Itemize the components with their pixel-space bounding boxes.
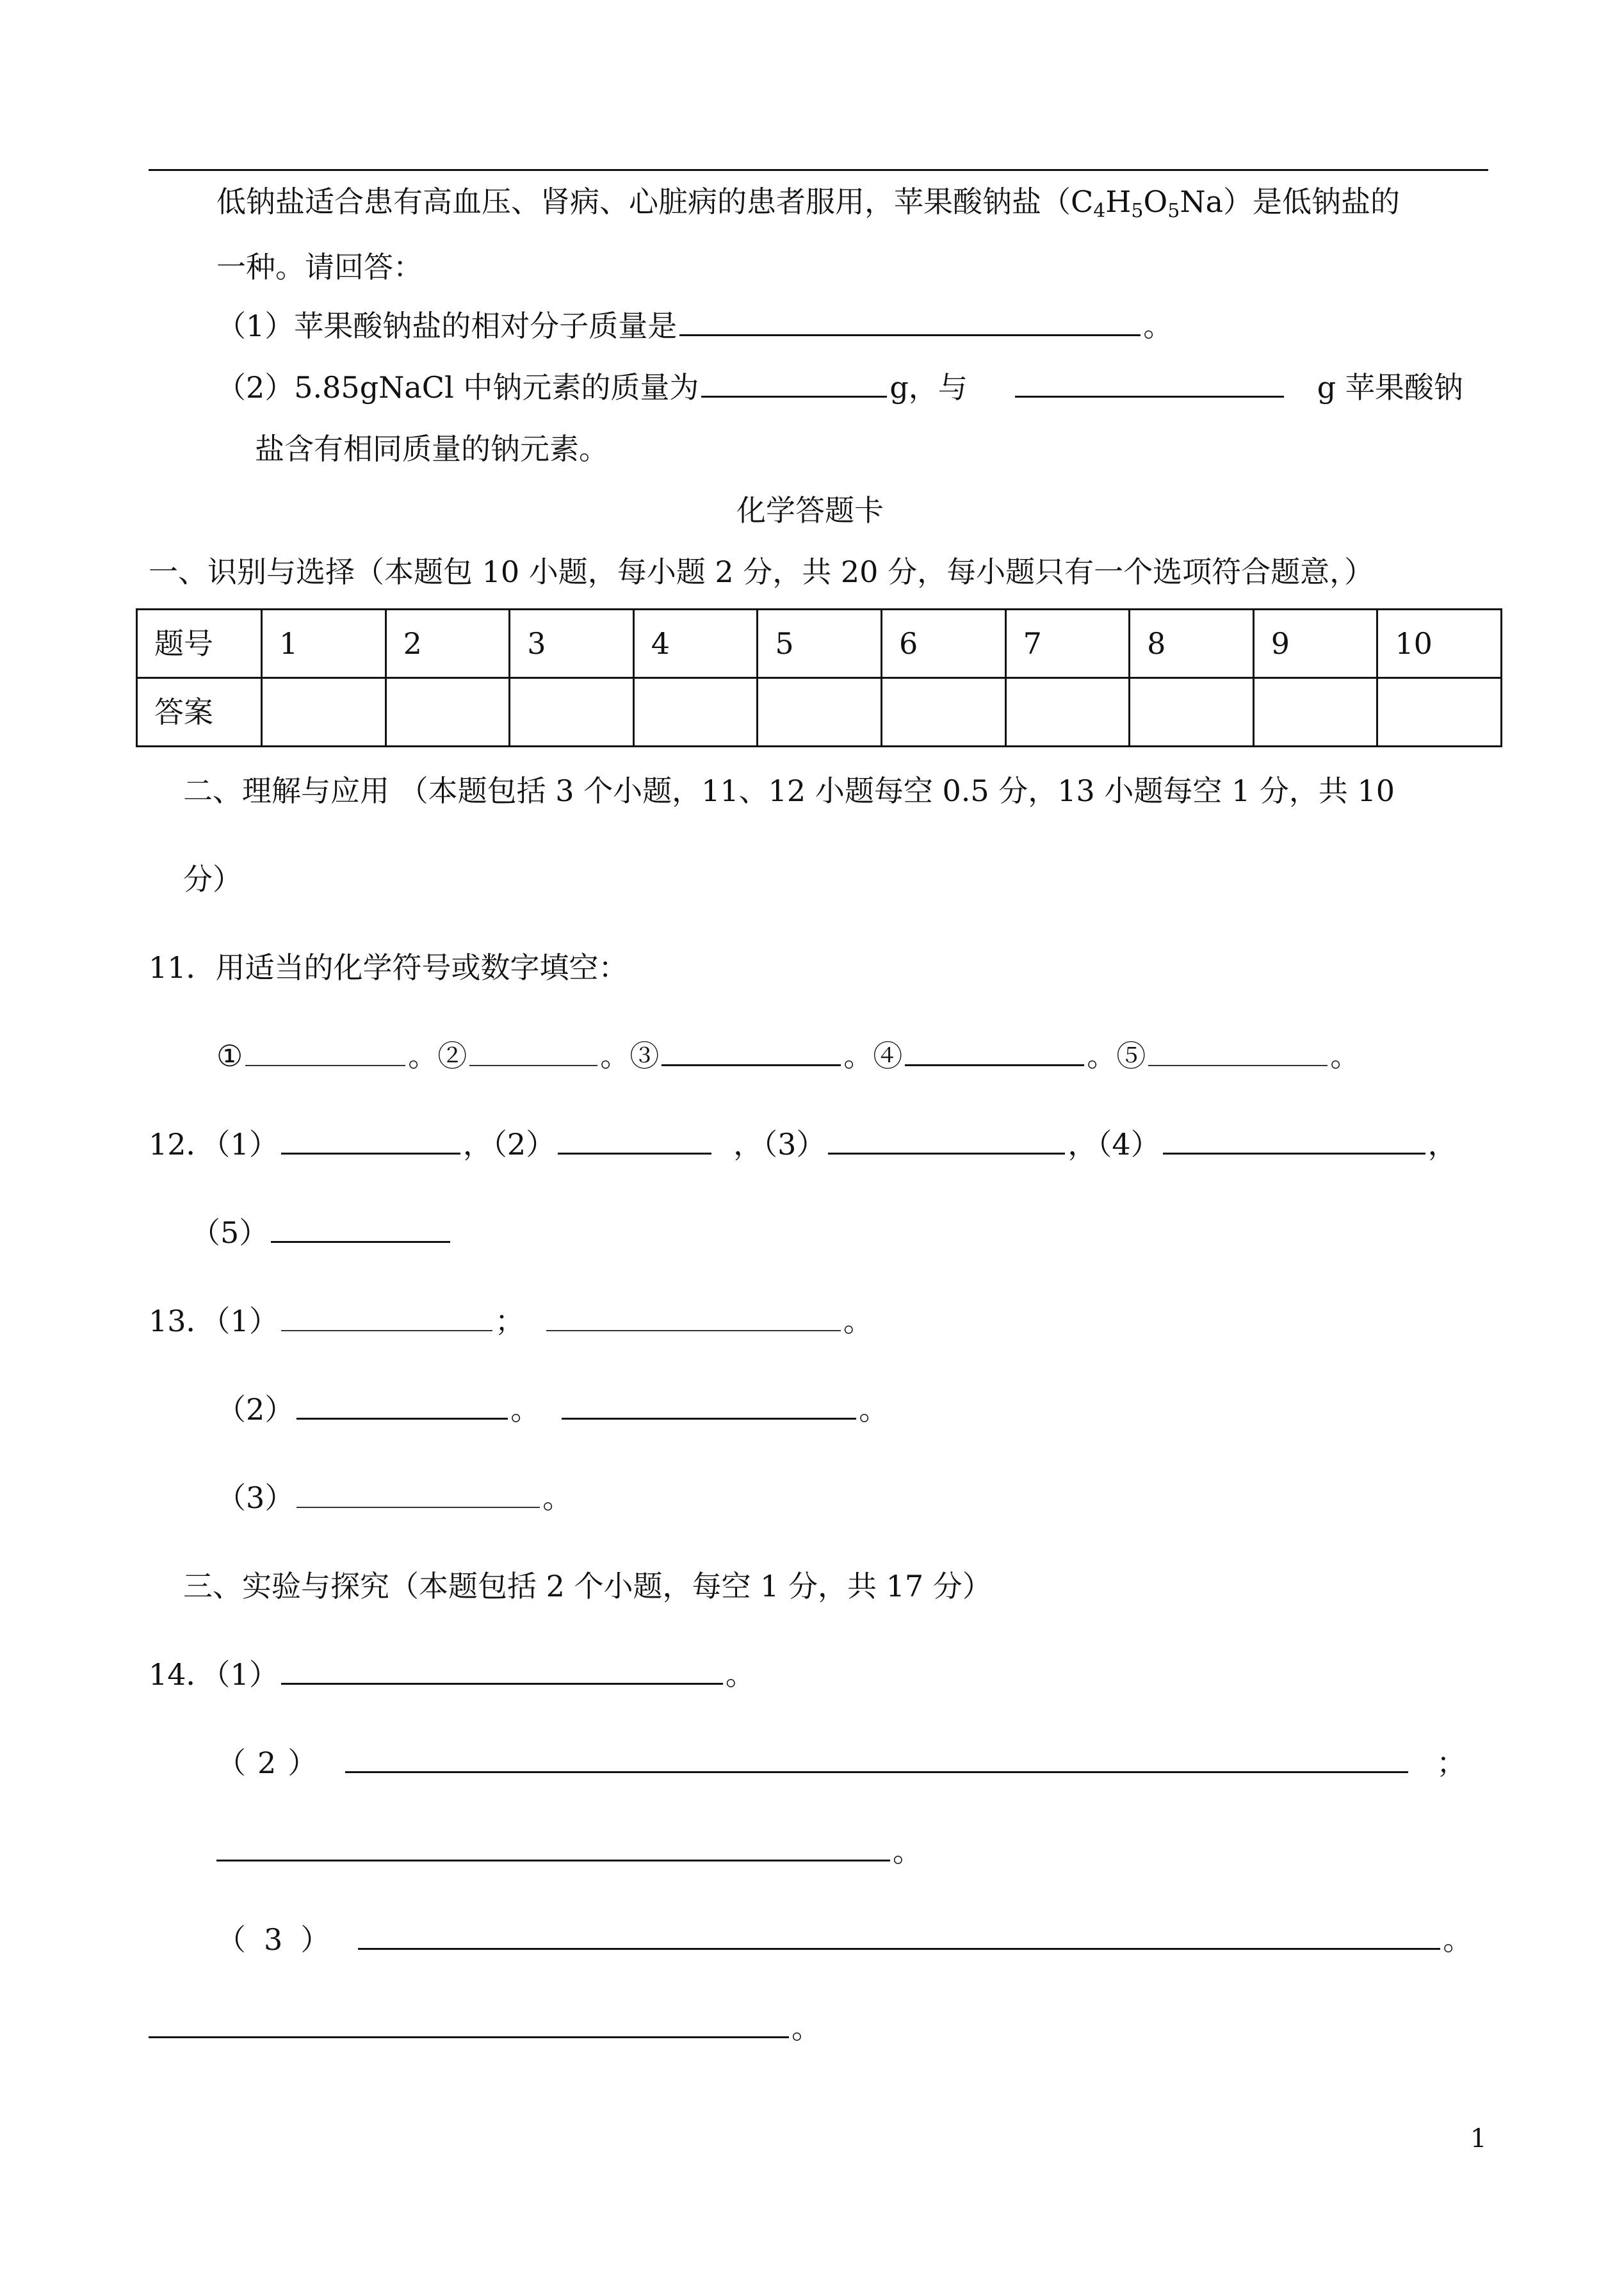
q14-end-1: 。	[725, 1657, 755, 1692]
q14-2-close: ）	[288, 1746, 318, 1780]
answer-cell[interactable]	[262, 678, 386, 747]
q14-row-3	[216, 1922, 1473, 1957]
q11-blank-1[interactable]	[245, 1064, 405, 1066]
table-row-numbers	[137, 610, 1502, 678]
intro-text-c: O	[1143, 184, 1168, 219]
number-cell: 2	[386, 610, 510, 678]
q2-blank-2[interactable]	[1015, 394, 1284, 398]
q12-part-2: ，（2）	[462, 1127, 556, 1162]
answer-cell[interactable]	[1253, 678, 1377, 747]
section1-heading: 一、识别与选择（本题包 10 小题，每小题 2 分，共 20 分，每小题只有一个选项符合题意，）	[149, 555, 1374, 589]
circle-5-mark: 。⑤	[1087, 1039, 1146, 1073]
q2-unit: g，与	[889, 370, 968, 405]
q14-row-1	[149, 1657, 755, 1692]
number-cell: 3	[510, 610, 634, 678]
q1-answer-blank[interactable]	[679, 333, 1141, 336]
number-cell: 10	[1377, 610, 1502, 678]
q2-blank-1[interactable]	[701, 394, 887, 398]
q13-row-2	[216, 1392, 889, 1427]
q12-blank-1[interactable]	[281, 1151, 460, 1155]
number-cell: 4	[633, 610, 758, 678]
intro-q2	[216, 370, 1463, 405]
section2-heading-line1: 二、理解与应用 （本题包括 3 个小题，11、12 小题每空 0.5 分，13 小题每空 1 分，共 10	[183, 774, 1395, 808]
q13-part-2: （2）	[216, 1392, 295, 1427]
q14-2-open: （	[216, 1746, 246, 1780]
answer-cell[interactable]	[1377, 678, 1502, 747]
q14-end-3: 。	[1443, 1922, 1473, 1957]
circle-3-mark: 。③	[600, 1039, 660, 1073]
answer-cell[interactable]	[758, 678, 882, 747]
q14-sep-2: ；	[1436, 1746, 1466, 1780]
section2-heading-line2: 分）	[183, 862, 242, 896]
q13-sep-1: ；	[494, 1304, 524, 1338]
answer-cell[interactable]	[633, 678, 758, 747]
q14-3-open: （	[216, 1922, 246, 1957]
q14-row-2b	[216, 1834, 922, 1869]
q1-text: （1）苹果酸钠盐的相对分子质量是	[216, 309, 678, 343]
q12-blank-4[interactable]	[1163, 1151, 1425, 1155]
table-row-answers	[137, 678, 1502, 747]
row-header-answer: 答案	[137, 678, 262, 747]
answer-cell[interactable]	[881, 678, 1005, 747]
q13-blank-3[interactable]	[296, 1505, 540, 1508]
q13-end-1: 。	[843, 1304, 873, 1338]
q12-blank-2[interactable]	[558, 1151, 711, 1155]
q14-end-2: 。	[893, 1834, 922, 1869]
circle-1-mark: ①	[216, 1039, 243, 1073]
q12-part-4: ，（4）	[1068, 1127, 1160, 1162]
q14-2-num: 2	[257, 1746, 277, 1780]
number-cell: 9	[1253, 610, 1377, 678]
q13-sep-2: 。	[510, 1392, 540, 1427]
intro-text-d: Na）是低钠盐的	[1180, 184, 1401, 219]
q14-3-num: 3	[264, 1922, 283, 1957]
q13-label: 13．	[149, 1304, 216, 1338]
q14-blank-3a[interactable]	[358, 1947, 1440, 1950]
answer-cell[interactable]	[1005, 678, 1130, 747]
answer-cell[interactable]	[510, 678, 634, 747]
q12-row-2	[191, 1215, 453, 1250]
q1-end: 。	[1143, 309, 1173, 343]
intro-text-a: 低钠盐适合患有高血压、肾病、心脏病的患者服用，苹果酸钠盐（C	[216, 184, 1094, 219]
intro-q1	[216, 311, 1173, 341]
q11-title: 11．用适当的化学符号或数字填空：	[149, 950, 628, 985]
q13-row-3	[216, 1480, 572, 1515]
q12-blank-3[interactable]	[828, 1151, 1065, 1155]
q14-label: 14．	[149, 1657, 216, 1692]
answer-cell[interactable]	[1130, 678, 1254, 747]
q14-blank-2a[interactable]	[345, 1770, 1408, 1773]
q12-part-1: （1）	[215, 1127, 279, 1162]
circle-2-mark: 。②	[408, 1039, 467, 1073]
q11-end: 。	[1330, 1039, 1360, 1073]
number-cell: 1	[262, 610, 386, 678]
q13-row-1	[149, 1306, 873, 1336]
intro-text-b: H	[1105, 184, 1132, 219]
q12-part-3: ，（3）	[733, 1127, 826, 1162]
q2-tail: g 苹果酸钠	[1317, 370, 1463, 405]
number-cell: 7	[1005, 610, 1130, 678]
q11-blank-5[interactable]	[1148, 1064, 1328, 1066]
q13-part-1: （1）	[215, 1304, 279, 1338]
intro-line-2: 一种。请回答：	[216, 250, 423, 284]
q12-sep: ，	[1427, 1127, 1458, 1162]
q12-label: 12．	[149, 1127, 216, 1162]
q13-end-2: 。	[859, 1392, 889, 1427]
q13-blank-2b[interactable]	[562, 1416, 856, 1420]
q13-blank-2a[interactable]	[296, 1416, 508, 1420]
q12-blank-5[interactable]	[271, 1240, 450, 1243]
q14-blank-2b[interactable]	[216, 1858, 890, 1861]
q13-part-3: （3）	[216, 1480, 295, 1515]
card-title: 化学答题卡	[736, 493, 884, 528]
q11-blank-4[interactable]	[905, 1063, 1084, 1066]
circle-4-mark: 。④	[843, 1039, 903, 1073]
q14-part-1: （1）	[215, 1657, 279, 1692]
q11-blanks	[216, 1041, 1360, 1071]
answer-table	[136, 608, 1502, 747]
number-cell: 5	[758, 610, 882, 678]
subscript-5b: 5	[1167, 200, 1180, 222]
section3-heading: 三、实验与探究（本题包括 2 个小题，每空 1 分，共 17 分）	[183, 1569, 992, 1603]
intro-line-1	[216, 184, 1401, 222]
row-header-number: 题号	[137, 610, 262, 678]
q12-row	[149, 1127, 1458, 1162]
page-number: 1	[1470, 2124, 1487, 2153]
q14-blank-1[interactable]	[281, 1682, 723, 1685]
q2-text: （2）5.85gNaCl 中钠元素的质量为	[216, 370, 699, 405]
q14-end-3b: 。	[792, 2011, 821, 2045]
subscript-5: 5	[1131, 200, 1144, 222]
q14-blank-3b[interactable]	[149, 2035, 789, 2038]
q11-blank-2[interactable]	[469, 1064, 597, 1066]
q14-row-3b	[149, 2013, 821, 2043]
q14-3-close: ）	[300, 1922, 330, 1957]
q13-blank-1b[interactable]	[546, 1329, 841, 1331]
q14-row-2	[216, 1748, 1466, 1778]
q13-blank-1a[interactable]	[281, 1329, 492, 1331]
q11-blank-3[interactable]	[662, 1063, 841, 1066]
header-rule	[149, 169, 1488, 171]
answer-cell[interactable]	[386, 678, 510, 747]
intro-q2-line2: 盐含有相同质量的钠元素。	[255, 432, 608, 466]
q12-part-5: （5）	[191, 1215, 269, 1250]
number-cell: 6	[881, 610, 1005, 678]
q13-end-3: 。	[542, 1480, 572, 1515]
number-cell: 8	[1130, 610, 1254, 678]
subscript-4: 4	[1093, 200, 1106, 222]
